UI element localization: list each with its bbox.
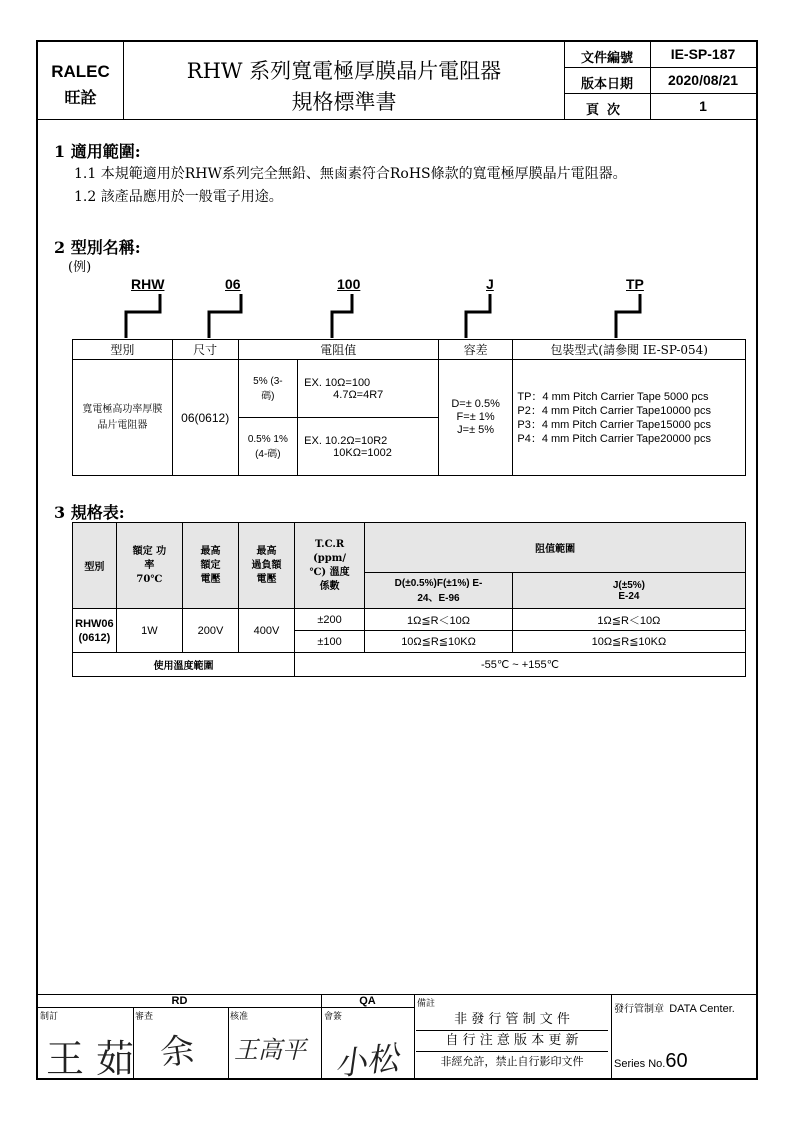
footer-qa: QA xyxy=(359,995,376,1007)
th-size: 尺寸 xyxy=(172,340,238,360)
spec-th-overload: 最高 過負額 電壓 xyxy=(239,523,295,609)
footer-rd: RD xyxy=(171,995,188,1007)
spec-cell-voltage: 200V xyxy=(182,609,238,653)
series-value: 60 xyxy=(665,1050,688,1072)
page-label: 頁次 xyxy=(585,103,628,118)
res-ex-1b: 4.7Ω=4R7 xyxy=(333,388,384,401)
doc-subtitle: 規格標準書 xyxy=(291,90,397,114)
spec-th-tcr: T.C.R (ppm/℃) 溫度係數 xyxy=(294,523,364,609)
designation-table xyxy=(72,339,746,476)
cell-res-tol-1: 5% (3-碼) xyxy=(238,360,298,418)
issue-stamp-label xyxy=(614,1000,735,1015)
stamp-line-2: 自 行 注 意 版 本 更 新 xyxy=(416,1031,608,1052)
spec-th-range: 阻值範圍 xyxy=(365,523,746,573)
cell-res-ex-1 xyxy=(298,360,439,418)
code-size: 06 xyxy=(225,276,241,292)
stamp-line-3: 非經允許，禁止自行影印文件 xyxy=(440,1055,584,1068)
section1-heading: 1 適用範圍: xyxy=(54,142,141,161)
res-ex-1a: EX. 10Ω=100 xyxy=(304,376,371,389)
page-frame xyxy=(36,40,758,1084)
doc-no: IE-SP-187 xyxy=(670,46,736,62)
spec-cell-j-2: 10Ω≦R≦10KΩ xyxy=(512,631,745,653)
spec-cell-df-2: 10Ω≦R≦10KΩ xyxy=(365,631,513,653)
footer-review-label: 審查 xyxy=(135,1012,154,1022)
page-number: 1 xyxy=(699,98,707,114)
spec-th-range-j: J(±5%) E-24 xyxy=(512,573,745,609)
spec-th-power: 額定 功率 70℃ xyxy=(116,523,182,609)
spec-temp-label: 使用溫度範圍 xyxy=(73,653,295,677)
spec-cell-df-1: 1Ω≦R＜10Ω xyxy=(365,609,513,631)
res-ex-2a: EX. 10.2Ω=10R2 xyxy=(304,434,388,447)
cell-packaging xyxy=(513,360,746,476)
code-tolerance: J xyxy=(486,276,494,292)
doc-no-label: 文件編號 xyxy=(580,51,633,66)
code-packaging: TP xyxy=(626,276,644,292)
pack-p3: P3：4 mm Pitch Carrier Tape15000 pcs xyxy=(517,418,711,431)
company-zh: 旺詮 xyxy=(64,88,97,107)
spec-th-range-df: D(±0.5%)F(±1%) E-24、E-96 xyxy=(365,573,513,609)
th-resistance: 電阻值 xyxy=(238,340,438,360)
spec-cell-type: RHW06 (0612) xyxy=(73,609,117,653)
th-packaging: 包裝型式(請參閱 IE-SP-054) xyxy=(513,340,746,360)
tol-d: D=± 0.5% xyxy=(451,398,500,410)
code-resistance: 100 xyxy=(337,276,361,292)
spec-cell-overload: 400V xyxy=(239,609,295,653)
signature-made: 王茹 xyxy=(46,1037,147,1081)
signature-countersign: 小松 xyxy=(332,1038,401,1084)
version-date: 2020/08/21 xyxy=(667,72,739,88)
code-connectors xyxy=(38,292,756,342)
spec-th-type: 型別 xyxy=(73,523,117,609)
th-tolerance: 容差 xyxy=(438,340,513,360)
pack-tp: TP：4 mm Pitch Carrier Tape 5000 pcs xyxy=(517,390,709,403)
spec-temp-value: -55℃ ~ +155℃ xyxy=(294,653,745,677)
cell-res-tol-2: 0.5% 1% (4-碼) xyxy=(238,418,298,476)
section1-line2: 1.2 該產品應用於一般電子用途。 xyxy=(74,189,283,205)
cell-type-desc: 寬電極高功率厚膜晶片電阻器 xyxy=(73,360,173,476)
footer-countersign-label: 會簽 xyxy=(324,1012,343,1022)
cell-res-ex-2 xyxy=(298,418,439,476)
signature-approve: 王高平 xyxy=(234,1036,306,1064)
footer-made-label: 制訂 xyxy=(40,1012,59,1022)
footer-remarks-label: 備註 xyxy=(417,999,436,1009)
spec-cell-tcr-2: ±100 xyxy=(294,631,364,653)
cell-tolerance xyxy=(438,360,513,476)
section1-line1: 1.1 本規範適用於RHW系列完全無鉛、無鹵素符合RoHS條款的寬電極厚膜晶片電阻器。 xyxy=(74,166,627,182)
doc-title: RHW 系列寬電極厚膜晶片電阻器 xyxy=(186,59,502,83)
spec-cell-j-1: 1Ω≦R＜10Ω xyxy=(512,609,745,631)
spec-cell-power: 1W xyxy=(116,609,182,653)
res-ex-2b: 10KΩ=1002 xyxy=(333,446,392,459)
spec-table xyxy=(72,522,746,677)
footer-approve-label: 核准 xyxy=(230,1012,249,1022)
code-type: RHW xyxy=(131,276,165,292)
stamp-line-1: 非 發 行 管 制 文 件 xyxy=(416,1010,608,1031)
signature-review: 余 xyxy=(157,1029,198,1075)
spec-cell-tcr-1: ±200 xyxy=(294,609,364,631)
pack-p4: P4：4 mm Pitch Carrier Tape20000 pcs xyxy=(517,432,711,445)
tol-j: J=± 5% xyxy=(457,424,495,436)
th-type: 型別 xyxy=(73,340,173,360)
section3-heading: 3 規格表: xyxy=(54,503,125,522)
version-date-label: 版本日期 xyxy=(580,77,633,92)
series-label: Series No. xyxy=(614,1058,666,1070)
data-center: DATA Center. xyxy=(669,1003,735,1015)
spec-th-voltage: 最高 額定 電壓 xyxy=(182,523,238,609)
issue-label: 發行管制章 xyxy=(614,1004,664,1015)
header xyxy=(38,42,756,120)
company-en: RALEC xyxy=(51,62,110,81)
tol-f: F=± 1% xyxy=(456,411,495,423)
stamp-box xyxy=(416,1010,608,1078)
pack-p2: P2：4 mm Pitch Carrier Tape10000 pcs xyxy=(517,404,711,417)
section2-example: (例) xyxy=(68,260,92,275)
footer xyxy=(38,994,756,1084)
series-number xyxy=(614,1050,688,1073)
section2-heading: 2 型別名稱: xyxy=(54,238,141,257)
cell-size: 06(0612) xyxy=(172,360,238,476)
